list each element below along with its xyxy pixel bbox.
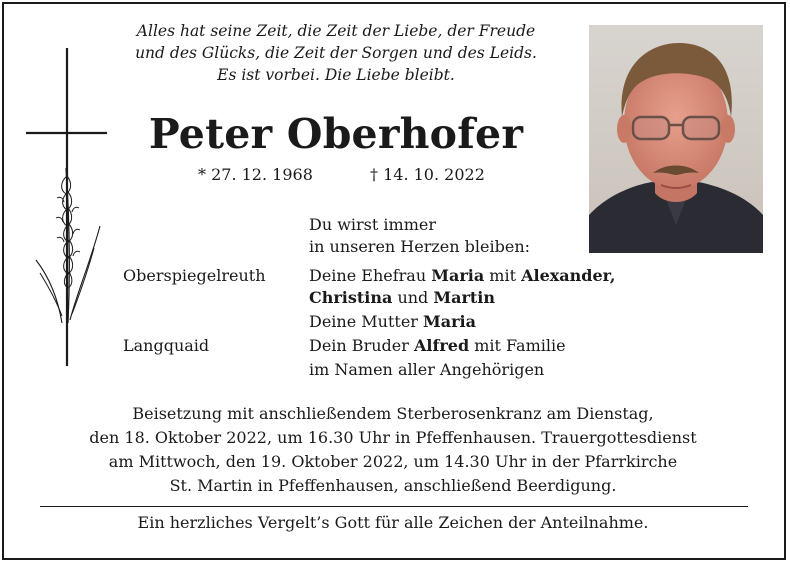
message-line: in unseren Herzen bleiben: [309, 237, 531, 256]
location-label: Oberspiegelreuth [123, 266, 266, 285]
mourner-line: Christina und Martin [309, 288, 495, 307]
poem [100, 20, 572, 86]
message-line: Du wirst immer [309, 215, 436, 234]
poem-line: Es ist vorbei. Die Liebe bleibt. [217, 66, 455, 84]
mourner-line: im Namen aller Angehörigen [309, 360, 545, 379]
portrait-photo [589, 25, 763, 253]
location-label: Langquaid [123, 336, 210, 355]
funeral-line: am Mittwoch, den 19. Oktober 2022, um 14.30 Uhr in der Pfarrkirche [108, 452, 678, 471]
mourner-line: Deine Mutter Maria [309, 312, 476, 331]
funeral-line: Beisetzung mit anschließendem Sterberosenkranz am Dienstag, [132, 404, 654, 423]
poem-line: Alles hat seine Zeit, die Zeit der Liebe, der Freude [136, 22, 536, 40]
deceased-name: Peter Oberhofer [148, 110, 524, 158]
funeral-details [20, 402, 766, 498]
funeral-line: St. Martin in Pfeffenhausen, anschließend Beerdigung. [169, 476, 617, 495]
cross-with-wheat-icon [24, 48, 110, 370]
divider [40, 506, 748, 507]
mourner-line: Deine Ehefrau Maria mit Alexander, [309, 266, 616, 285]
poem-line: und des Glücks, die Zeit der Sorgen und des Leids. [135, 44, 537, 62]
thanks-line: Ein herzliches Vergelt’s Gott für alle Zeichen der Anteilnahme. [137, 513, 649, 532]
birth-date: * 27. 12. 1968 [198, 165, 313, 184]
mourner-line: Dein Bruder Alfred mit Familie [309, 336, 566, 355]
funeral-line: den 18. Oktober 2022, um 16.30 Uhr in Pfeffenhausen. Trauergottesdienst [89, 428, 697, 447]
death-date: † 14. 10. 2022 [370, 165, 485, 184]
